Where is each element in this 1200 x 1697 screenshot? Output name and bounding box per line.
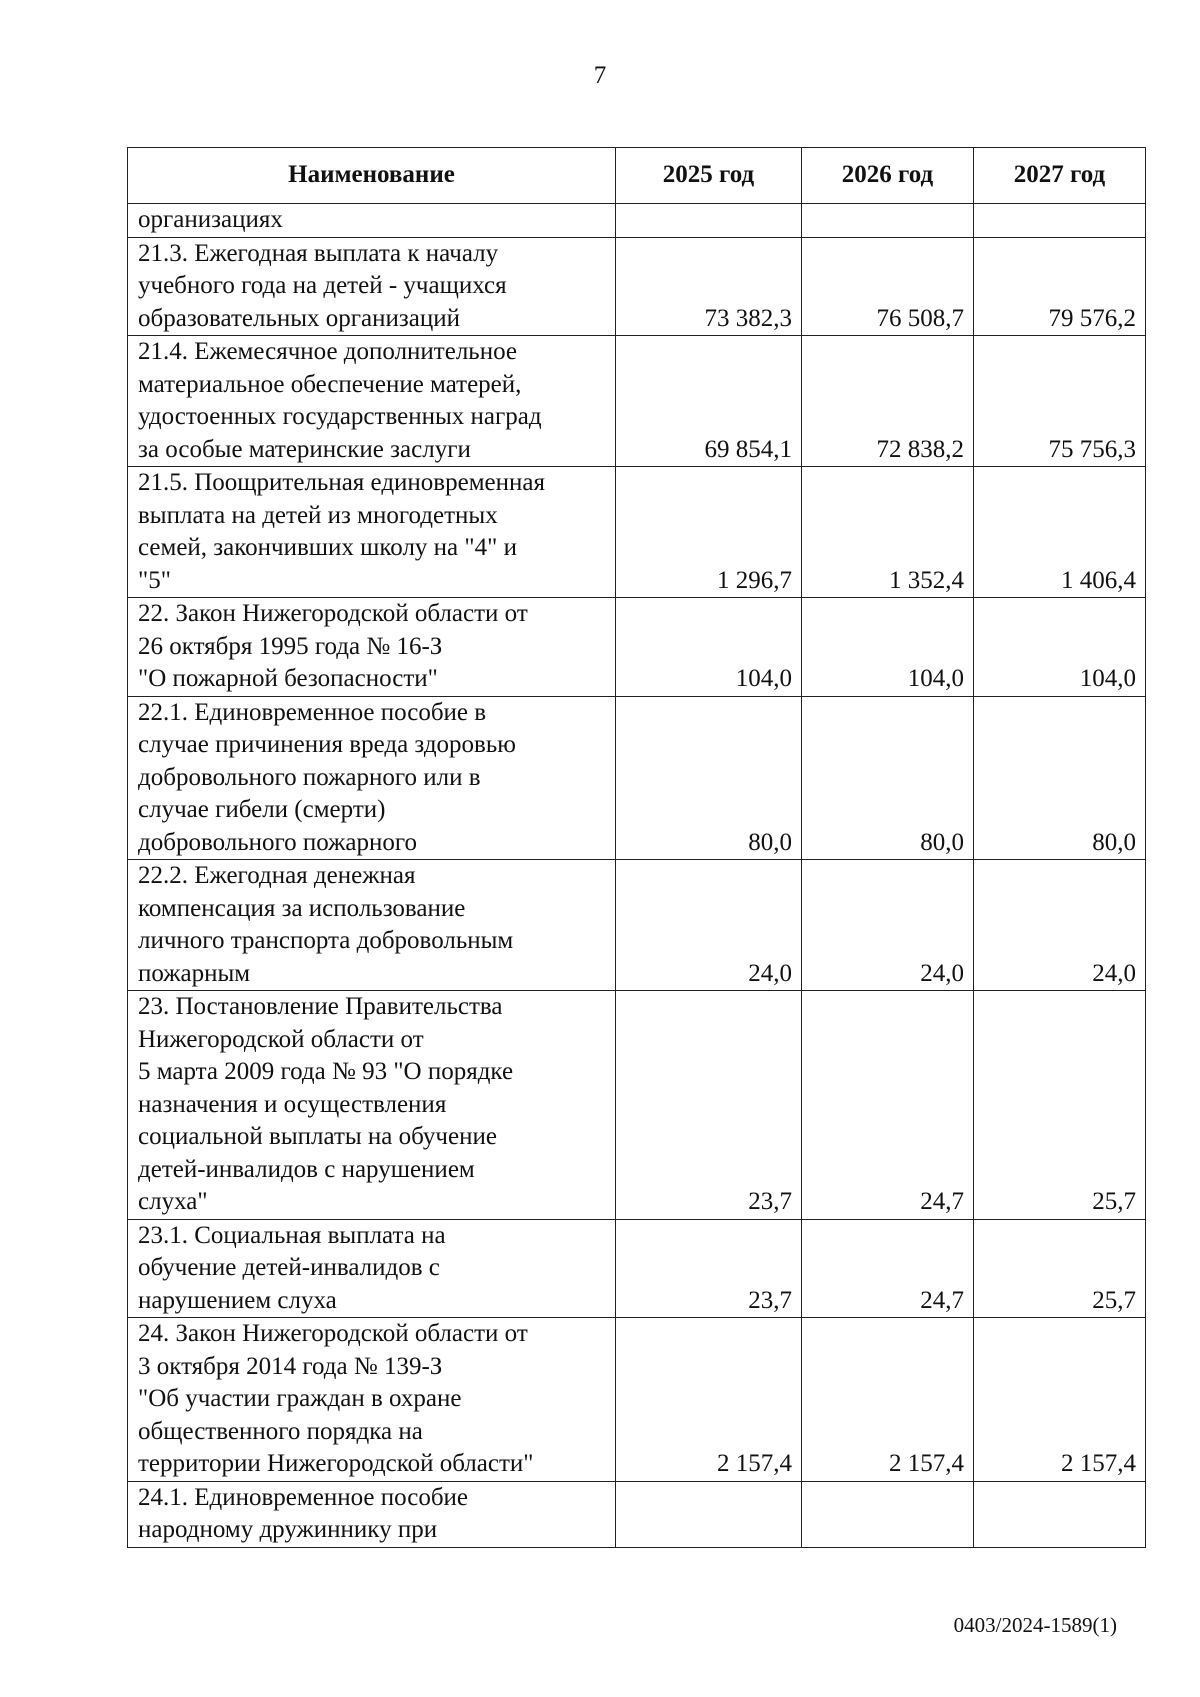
row-2027-value: 25,7	[974, 1219, 1146, 1318]
table-row	[128, 237, 1146, 336]
header-name: Наименование	[128, 148, 616, 204]
row-2026-value	[802, 1481, 974, 1547]
row-2025-value: 23,7	[616, 991, 802, 1220]
header-2026: 2026 год	[802, 148, 974, 204]
header-row	[128, 148, 1146, 204]
row-2026-value: 24,7	[802, 991, 974, 1220]
row-2026-value: 104,0	[802, 598, 974, 697]
row-2025-value: 69 854,1	[616, 336, 802, 467]
row-name: 23. Постановление Правительства Нижегородской области от 5 марта 2009 года № 93 "О порядке назначения и осуществления социальной выплаты на обучение детей-инвалидов с нарушением слуха"	[128, 991, 616, 1220]
row-2026-value: 76 508,7	[802, 237, 974, 336]
row-2025-value: 104,0	[616, 598, 802, 697]
row-2026-value: 72 838,2	[802, 336, 974, 467]
table-row	[128, 1481, 1146, 1547]
row-name: 21.5. Поощрительная единовременная выплата на детей из многодетных семей, закончивших школу на "4" и "5"	[128, 467, 616, 598]
table-row	[128, 598, 1146, 697]
row-2025-value	[616, 204, 802, 238]
row-2027-value	[974, 204, 1146, 238]
row-2026-value	[802, 204, 974, 238]
row-2027-value: 2 157,4	[974, 1318, 1146, 1482]
row-2025-value: 23,7	[616, 1219, 802, 1318]
row-2025-value: 80,0	[616, 696, 802, 860]
row-2026-value: 80,0	[802, 696, 974, 860]
document-code: 0403/2024-1589(1)	[953, 1613, 1117, 1637]
row-2025-value: 1 296,7	[616, 467, 802, 598]
row-2027-value: 80,0	[974, 696, 1146, 860]
budget-table	[127, 147, 1146, 1548]
row-name: организациях	[128, 204, 616, 238]
row-2025-value: 2 157,4	[616, 1318, 802, 1482]
row-2026-value: 2 157,4	[802, 1318, 974, 1482]
table-row	[128, 1318, 1146, 1482]
row-2027-value	[974, 1481, 1146, 1547]
row-2025-value	[616, 1481, 802, 1547]
row-name: 24.1. Единовременное пособие народному дружиннику при	[128, 1481, 616, 1547]
table-row	[128, 1219, 1146, 1318]
table-row	[128, 467, 1146, 598]
table-row	[128, 336, 1146, 467]
row-2027-value: 25,7	[974, 991, 1146, 1220]
row-2027-value: 75 756,3	[974, 336, 1146, 467]
header-2025: 2025 год	[616, 148, 802, 204]
row-name: 24. Закон Нижегородской области от 3 октября 2014 года № 139-З "Об участии граждан в охране общественного порядка на территории Нижегородской области"	[128, 1318, 616, 1482]
row-name: 22.2. Ежегодная денежная компенсация за использование личного транспорта добровольным пожарным	[128, 860, 616, 991]
row-2026-value: 24,0	[802, 860, 974, 991]
header-2027: 2027 год	[974, 148, 1146, 204]
row-name: 21.3. Ежегодная выплата к началу учебного года на детей - учащихся образовательных организаций	[128, 237, 616, 336]
table-row	[128, 696, 1146, 860]
table-row	[128, 860, 1146, 991]
row-name: 22.1. Единовременное пособие в случае причинения вреда здоровью добровольного пожарного или в случае гибели (смерти) добровольного пожарного	[128, 696, 616, 860]
row-2027-value: 104,0	[974, 598, 1146, 697]
table-header	[128, 148, 1146, 204]
table-row	[128, 204, 1146, 238]
table-body	[128, 204, 1146, 1548]
row-name: 23.1. Социальная выплата на обучение детей-инвалидов с нарушением слуха	[128, 1219, 616, 1318]
row-2025-value: 24,0	[616, 860, 802, 991]
row-2027-value: 24,0	[974, 860, 1146, 991]
table-row	[128, 991, 1146, 1220]
row-2026-value: 1 352,4	[802, 467, 974, 598]
row-2027-value: 1 406,4	[974, 467, 1146, 598]
row-2027-value: 79 576,2	[974, 237, 1146, 336]
row-name: 21.4. Ежемесячное дополнительное материальное обеспечение матерей, удостоенных государственных наград за особые материнские заслуги	[128, 336, 616, 467]
row-2025-value: 73 382,3	[616, 237, 802, 336]
row-name: 22. Закон Нижегородской области от 26 октября 1995 года № 16-З "О пожарной безопасности"	[128, 598, 616, 697]
page-number: 7	[593, 62, 607, 89]
row-2026-value: 24,7	[802, 1219, 974, 1318]
